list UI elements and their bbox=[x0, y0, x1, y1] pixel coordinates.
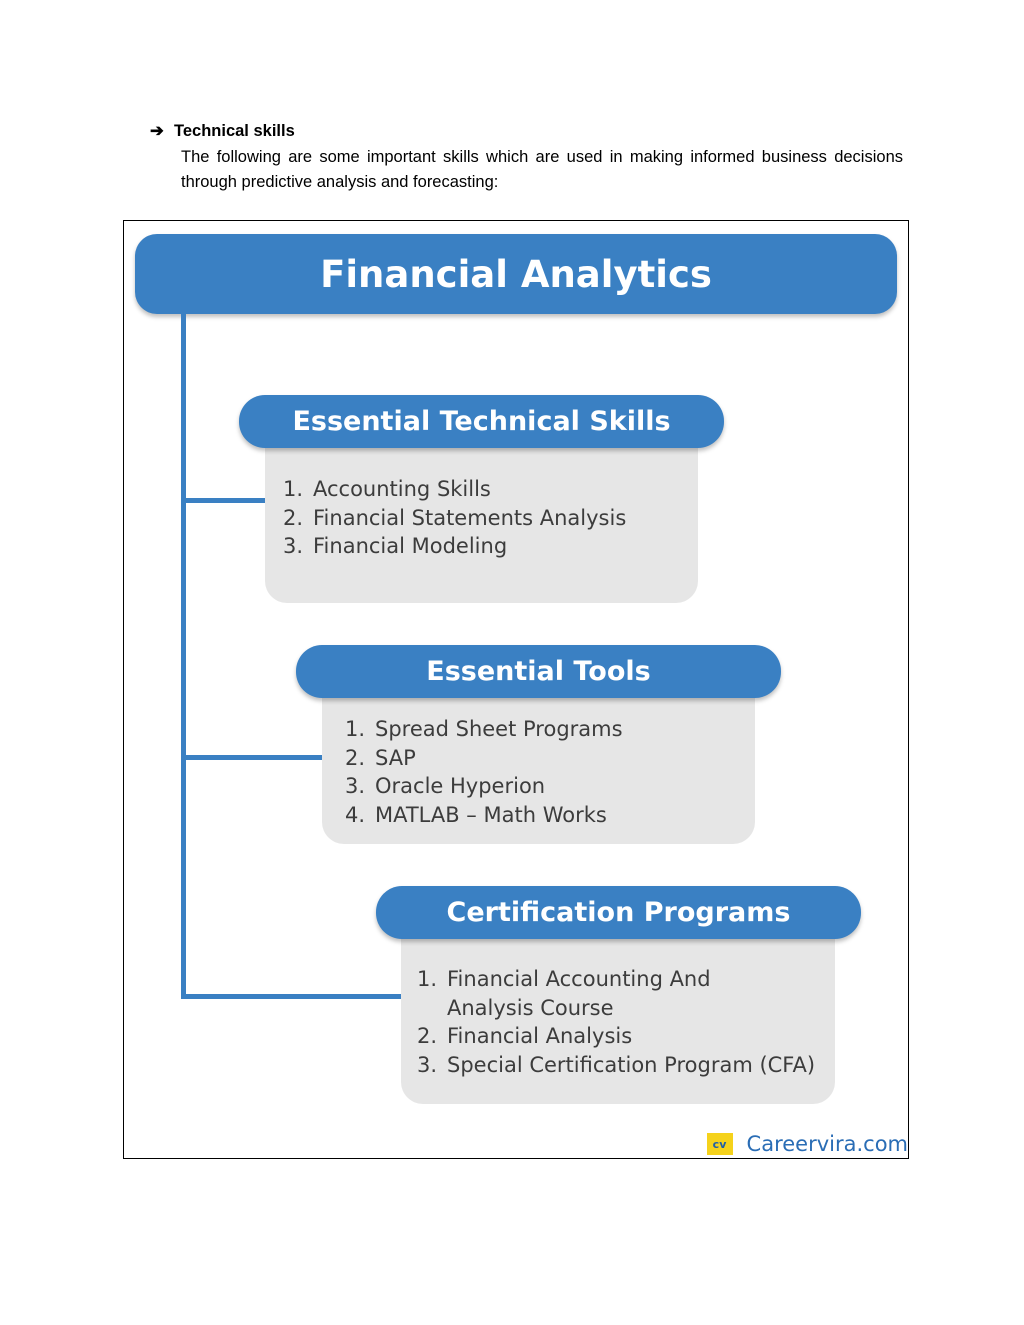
list-item: 1. Accounting Skills bbox=[283, 477, 491, 501]
financial-analytics-infographic bbox=[123, 220, 909, 1159]
certifications-heading: Certification Programs bbox=[376, 886, 861, 939]
logo-text: Careervira.com bbox=[746, 1132, 908, 1156]
list-item: 1. Financial Accounting And Analysis Course bbox=[417, 967, 711, 1020]
list-item: 2. SAP bbox=[345, 745, 416, 770]
connector-spine bbox=[181, 311, 186, 999]
skills-card bbox=[265, 439, 698, 603]
list-item: 3. Special Certification Program (CFA) bbox=[417, 1052, 816, 1077]
tools-card bbox=[322, 689, 755, 844]
list-item: 3. Financial Modeling bbox=[283, 534, 508, 558]
tools-list bbox=[345, 715, 755, 829]
tools-heading: Essential Tools bbox=[296, 645, 781, 698]
list-item: 4. MATLAB – Math Works bbox=[345, 802, 607, 827]
connector-branch-tools bbox=[181, 755, 324, 760]
infographic-title: Financial Analytics bbox=[135, 234, 897, 314]
list-item: 2. Financial Analysis bbox=[417, 1024, 633, 1048]
certifications-list bbox=[417, 965, 816, 1079]
certifications-card bbox=[401, 929, 835, 1104]
list-item: 1. Spread Sheet Programs bbox=[345, 717, 623, 741]
section-heading bbox=[150, 121, 295, 141]
arrow-bullet-icon: ➔ bbox=[150, 122, 164, 140]
list-item: 2. Financial Statements Analysis bbox=[283, 505, 627, 530]
skills-list bbox=[283, 475, 698, 561]
section-title: Technical skills bbox=[174, 122, 295, 140]
intro-paragraph: The following are some important skills which are used in making informed business decisions through predictive analysis and forecasting: bbox=[181, 148, 903, 191]
list-item: 3. Oracle Hyperion bbox=[345, 774, 546, 798]
skills-heading: Essential Technical Skills bbox=[239, 395, 724, 448]
careervira-logo bbox=[707, 1132, 908, 1156]
logo-mark-icon: cv bbox=[707, 1133, 733, 1155]
connector-branch-certifications bbox=[181, 994, 403, 999]
connector-branch-skills bbox=[181, 498, 266, 503]
